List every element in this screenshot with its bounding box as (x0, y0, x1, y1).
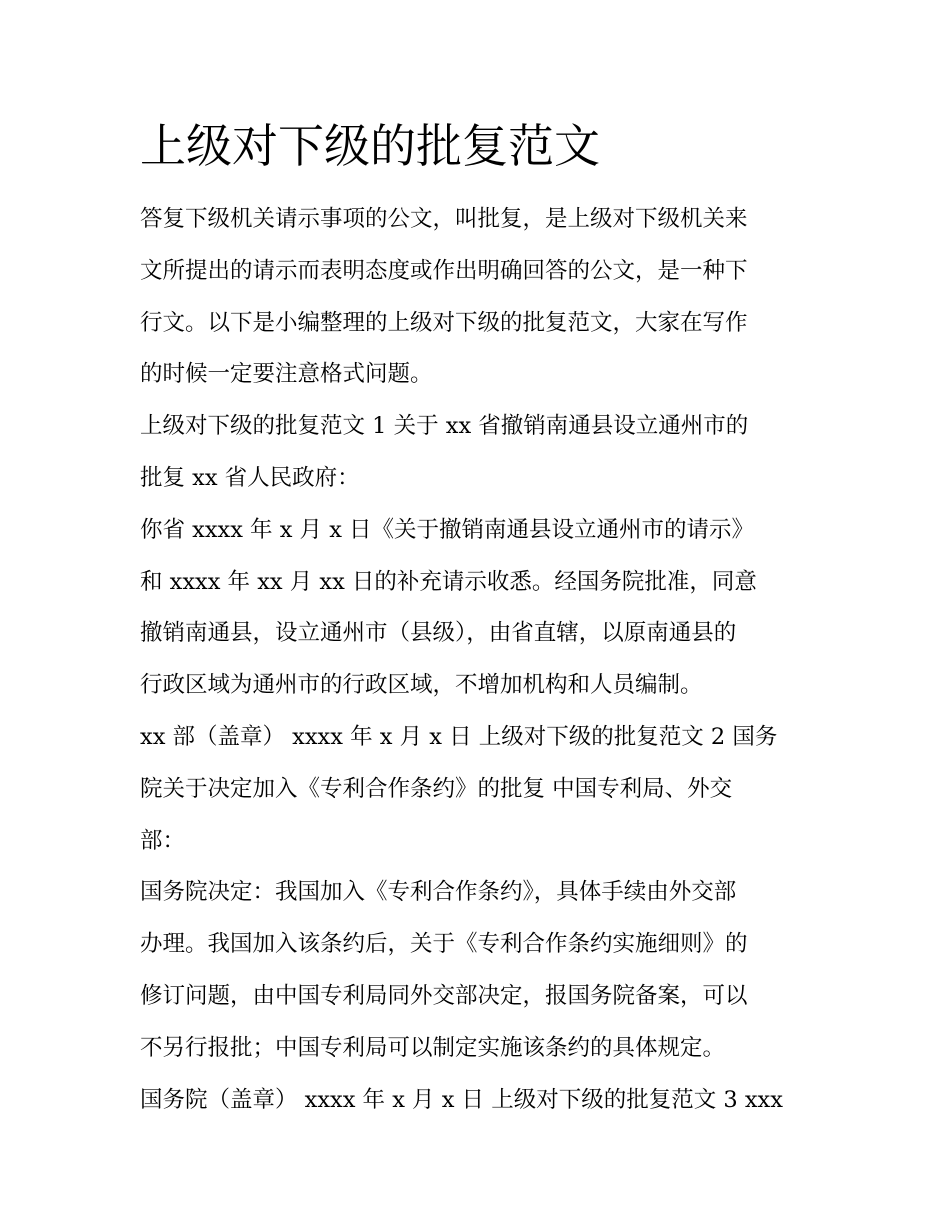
body-line: 国务院（盖章） xxxx 年 x 月 x 日 上级对下级的批复范文 3 xxx (140, 1086, 783, 1113)
body-line: 答复下级机关请示事项的公文，叫批复，是上级对下级机关来 (140, 206, 748, 232)
body-line: 院关于决定加入《专利合作条约》的批复 中国专利局、外交 (140, 775, 733, 802)
body-line: 批复 xx 省人民政府： (140, 464, 360, 491)
body-line: 不另行报批；中国专利局可以制定实施该条约的具体规定。 (140, 1034, 726, 1061)
document-title: 上级对下级的批复范文 (140, 119, 600, 173)
body-line: 国务院决定：我国加入《专利合作条约》，具体手续由外交部 (140, 879, 737, 906)
document-body (140, 194, 840, 1126)
body-line: 办理。我国加入该条约后，关于《专利合作条约实施细则》的 (140, 931, 748, 958)
body-line: 部： (140, 827, 186, 854)
body-line: 的时候一定要注意格式问题。 (140, 361, 433, 388)
body-line: 文所提出的请示而表明态度或作出明确回答的公文，是一种下 (140, 257, 748, 284)
body-line: 和 xxxx 年 xx 月 xx 日的补充请示收悉。经国务院批准，同意 (140, 568, 757, 595)
body-line: 你省 xxxx 年 x 月 x 日《关于撤销南通县设立通州市的请示》 (140, 516, 755, 543)
body-line: 行政区域为通州市的行政区域，不增加机构和人员编制。 (140, 672, 703, 699)
body-line: 行文。以下是小编整理的上级对下级的批复范文，大家在写作 (140, 309, 748, 336)
body-line: 上级对下级的批复范文 1 关于 xx 省撤销南通县设立通州市的 (140, 413, 749, 440)
body-line: 撤销南通县，设立通州市（县级），由省直辖，以原南通县的 (140, 620, 737, 647)
body-line: xx 部（盖章） xxxx 年 x 月 x 日 上级对下级的批复范文 2 国务 (140, 723, 778, 750)
body-line: 修订问题，由中国专利局同外交部决定，报国务院备案，可以 (140, 982, 748, 1009)
